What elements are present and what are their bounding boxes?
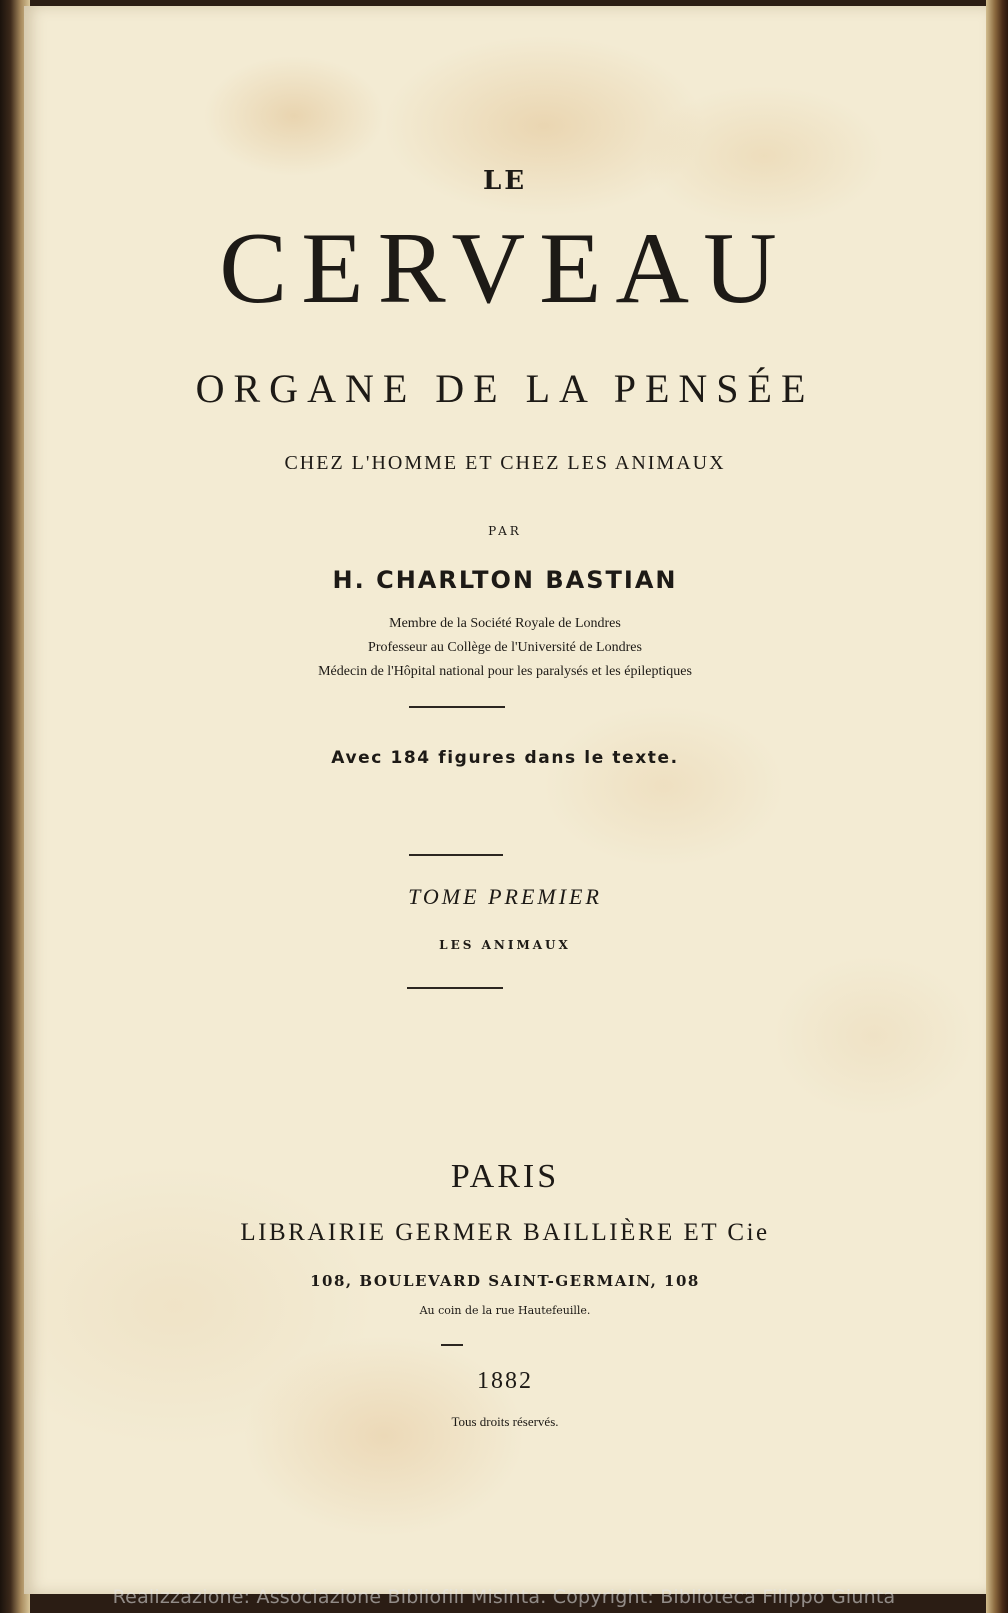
divider-rule [409, 706, 505, 708]
publication-year: 1882 [477, 1368, 533, 1394]
copyright-watermark: Realizzazione: Associazione Bibliofili Misinta. Copyright: Biblioteca Filippo Giunta [112, 1586, 896, 1608]
by-line: PAR [488, 524, 522, 538]
author-credential: Médecin de l'Hôpital national pour les paralysés et les épileptiques [318, 664, 692, 679]
volume-number: TOME PREMIER [408, 884, 602, 909]
volume-subject: LES ANIMAUX [439, 938, 571, 952]
subtitle: ORGANE DE LA PENSÉE [195, 366, 815, 411]
title-article: LE [482, 166, 528, 196]
subtitle-secondary: CHEZ L'HOMME ET CHEZ LES ANIMAUX [284, 452, 726, 474]
author-credential: Professeur au Collège de l'Université de Londres [368, 640, 642, 655]
divider-rule [407, 987, 503, 989]
divider-rule [409, 854, 503, 856]
page-edges [986, 0, 1008, 1613]
address-note: Au coin de la rue Hautefeuille. [419, 1304, 591, 1317]
figures-note: Avec 184 figures dans le texte. [331, 748, 679, 768]
main-title: CERVEAU [219, 212, 791, 325]
publisher-name: LIBRAIRIE GERMER BAILLIÈRE ET Cie [240, 1219, 770, 1246]
publication-city: PARIS [450, 1158, 560, 1195]
author-credential: Membre de la Société Royale de Londres [389, 616, 621, 631]
publisher-address: 108, BOULEVARD SAINT-GERMAIN, 108 [310, 1272, 700, 1290]
author-name: H. CHARLTON BASTIAN [332, 566, 678, 594]
rights-notice: Tous droits réservés. [451, 1414, 559, 1429]
short-divider [441, 1344, 463, 1346]
